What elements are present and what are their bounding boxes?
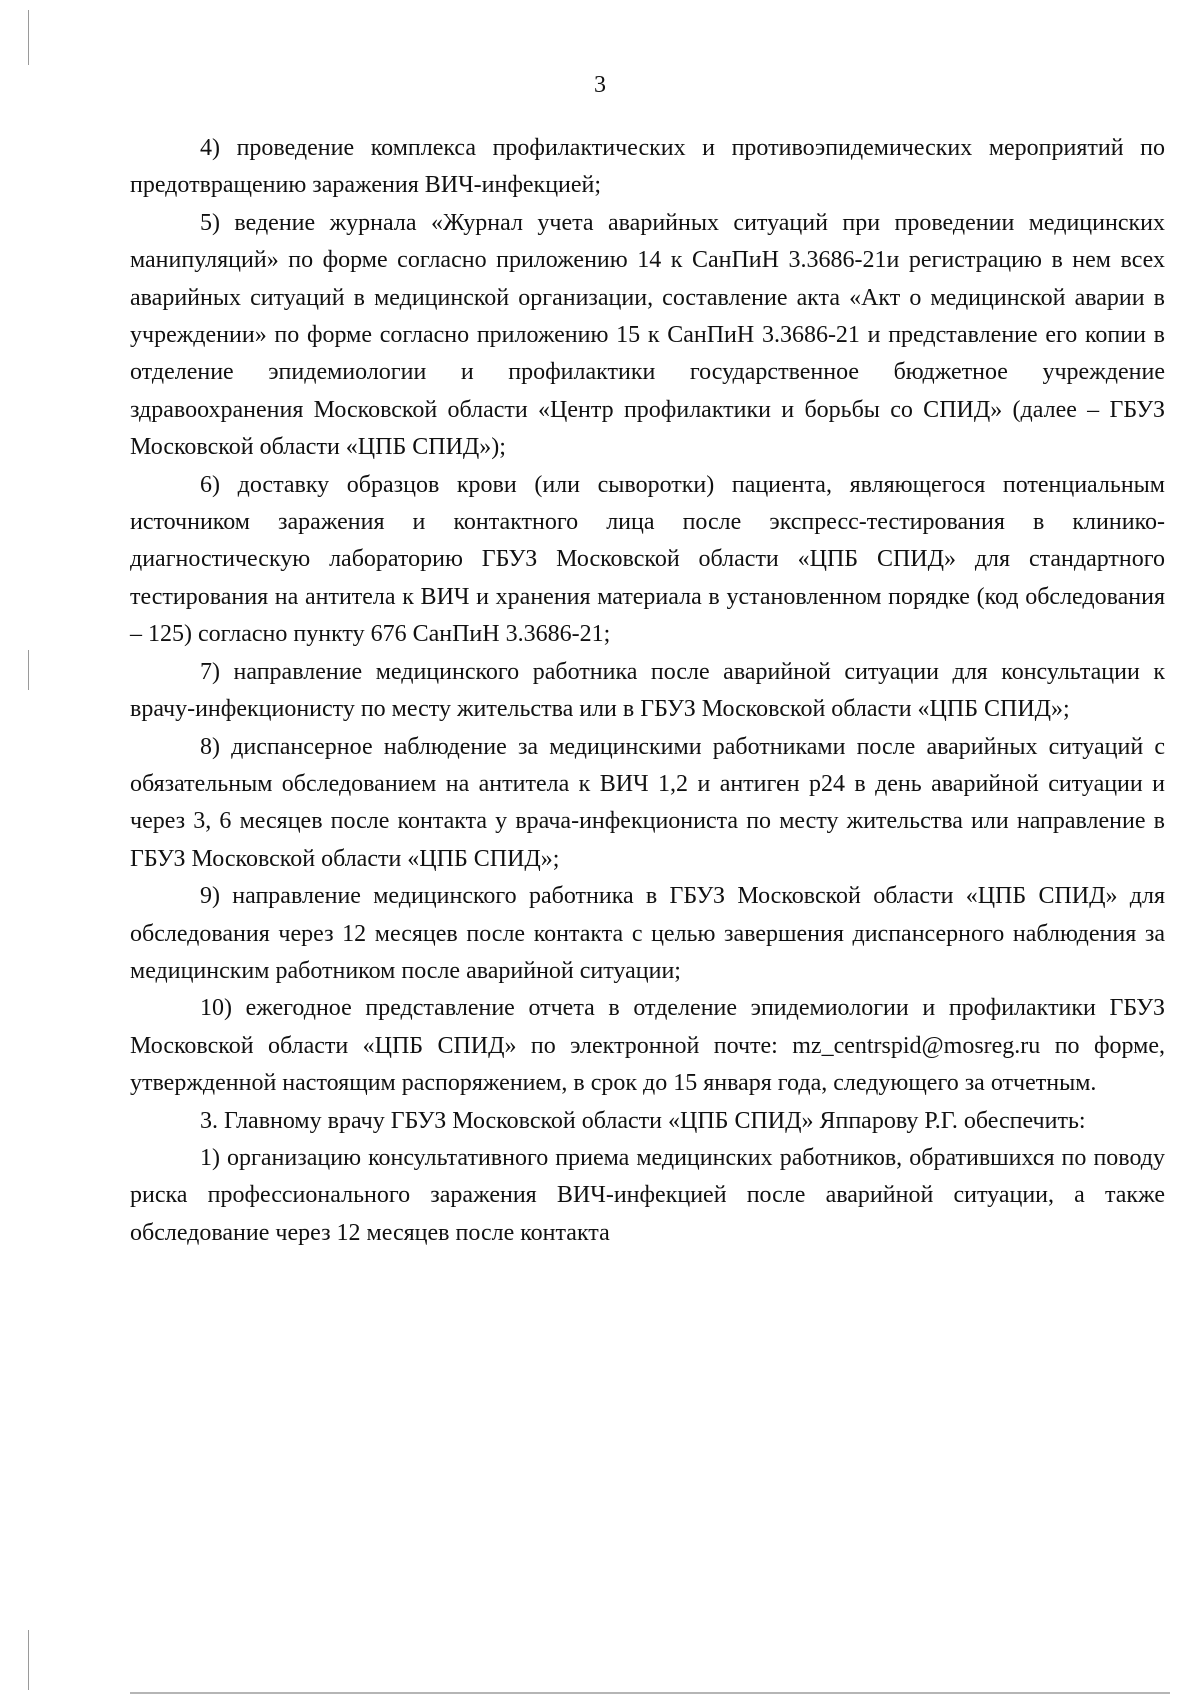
paragraph-item-8: 8) диспансерное наблюдение за медицинскими работниками после аварийных ситуаций с обязательным обследованием на антитела к ВИЧ 1,2 и антиген р24 в день аварийной ситуации и через 3, 6 месяцев после контакта у врача-инфекциониста по месту жительства или направление в ГБУЗ Московской области «ЦПБ СПИД»; xyxy=(130,733,1165,872)
paragraph-item-10: 10) ежегодное представление отчета в отделение эпидемиологии и профилактики ГБУЗ Московской области «ЦПБ СПИД» по электронной почте: mz_centrspid@mosreg.ru по форме, утвержденной настоящим распоряжением, в срок до 15 января года, следующего за отчетным. xyxy=(130,995,1165,1097)
paragraph-section-3: 3. Главному врачу ГБУЗ Московской области «ЦПБ СПИД» Яппарову Р.Г. обеспечить: xyxy=(200,1107,1086,1134)
paragraph-item-6: 6) доставку образцов крови (или сыворотки) пациента, являющегося потенциальным источником заражения и контактного лица после экспресс-тестирования в клинико-диагностическую лабораторию ГБУЗ Московской области «ЦПБ СПИД» для стандартного тестирования на антитела к ВИЧ и хранения материала в установленном порядке (код обследования – 125) согласно пункту 676 СанПиН 3.3686-21; xyxy=(130,471,1165,648)
page-number: 3 xyxy=(594,72,606,98)
paragraph-item-4: 4) проведение комплекса профилактических и противоэпидемических мероприятий по предотвращению заражения ВИЧ-инфекцией; xyxy=(130,135,1165,199)
paragraph-section-3-item-1: 1) организацию консультативного приема медицинских работников, обратившихся по поводу риска профессионального заражения ВИЧ-инфекцией после аварийной ситуации, а также обследование через 12 месяцев после контакта xyxy=(130,1144,1165,1246)
scan-edge-line xyxy=(130,1692,1170,1694)
scan-edge-mark xyxy=(28,10,29,65)
document-body xyxy=(130,130,1165,1252)
scan-edge-mark xyxy=(28,650,29,690)
paragraph-item-9: 9) направление медицинского работника в ГБУЗ Московской области «ЦПБ СПИД» для обследования через 12 месяцев после контакта с целью завершения диспансерного наблюдения за медицинским работником после аварийной ситуации; xyxy=(130,883,1165,984)
paragraph-item-5: 5) ведение журнала «Журнал учета аварийных ситуаций при проведении медицинских манипуляций» по форме согласно приложению 14 к СанПиН 3.3686-21и регистрацию в нем всех аварийных ситуаций в медицинской организации, составление акта «Акт о медицинской аварии в учреждении» по форме согласно приложению 15 к СанПиН 3.3686-21 и представление его копии в отделение эпидемиологии и профилактики государственное бюджетное учреждение здравоохранения Московской области «Центр профилактики и борьбы со СПИД» (далее – ГБУЗ Московской области «ЦПБ СПИД»); xyxy=(130,209,1165,461)
scan-edge-mark xyxy=(28,1630,29,1690)
paragraph-item-7: 7) направление медицинского работника после аварийной ситуации для консультации к врачу-инфекционисту по месту жительства или в ГБУЗ Московской области «ЦПБ СПИД»; xyxy=(130,658,1165,723)
